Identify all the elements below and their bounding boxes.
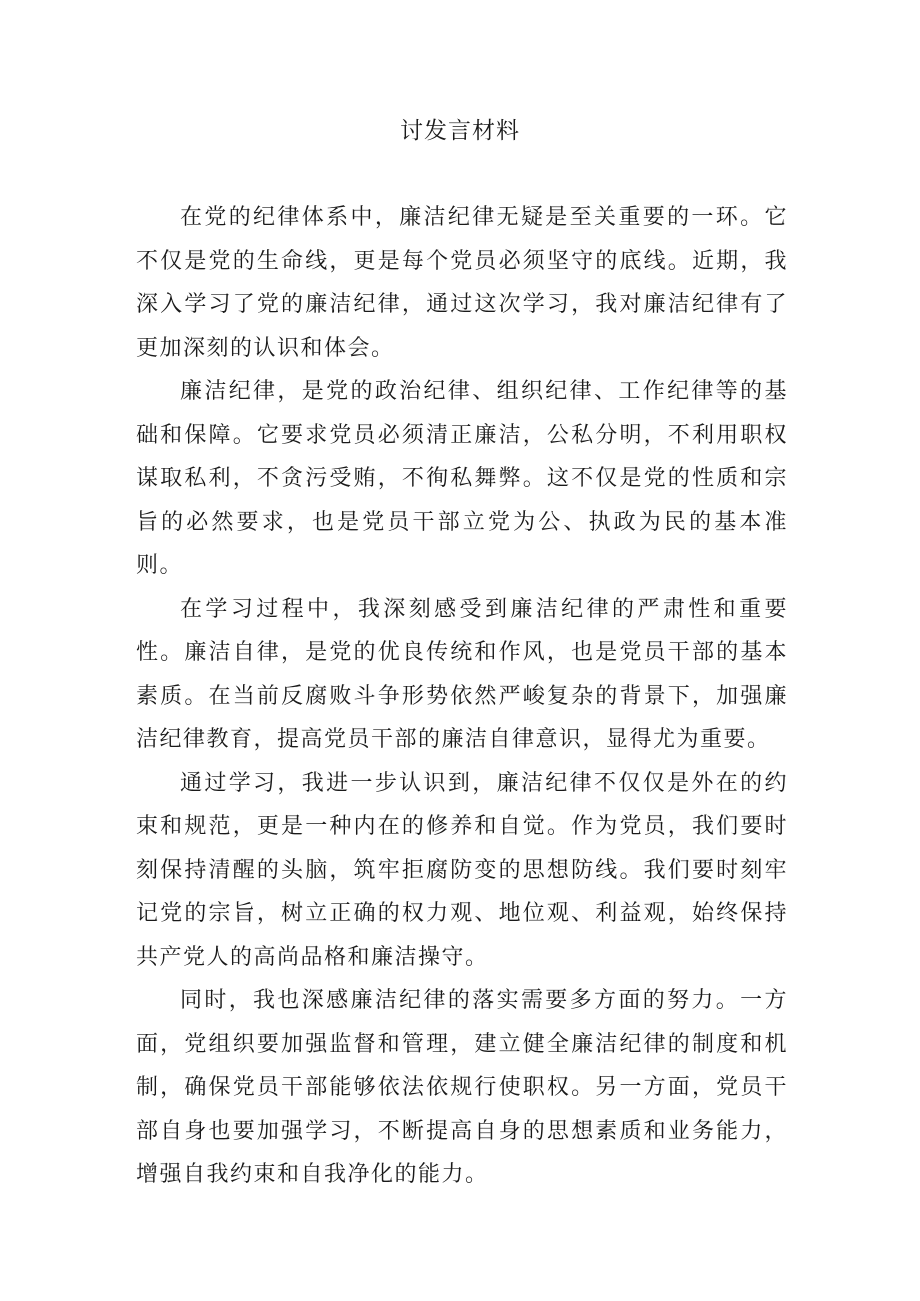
document-body bbox=[136, 196, 788, 1197]
paragraph-2: 廉洁纪律，是党的政治纪律、组织纪律、工作纪律等的基础和保障。它要求党员必须清正廉洁，公私分明，不利用职权谋取私利，不贪污受贿，不徇私舞弊。这不仅是党的性质和宗旨的必然要求，也是党员干部立党为公、执政为民的基本准则。 bbox=[136, 379, 788, 578]
paragraph-3: 在学习过程中，我深刻感受到廉洁纪律的严肃性和重要性。廉洁自律，是党的优良传统和作风，也是党员干部的基本素质。在当前反腐败斗争形势依然严峻复杂的背景下，加强廉洁纪律教育，提高党员干部的廉洁自律意识，显得尤为重要。 bbox=[136, 596, 788, 752]
paragraph-4: 通过学习，我进一步认识到，廉洁纪律不仅仅是外在的约束和规范，更是一种内在的修养和自觉。作为党员，我们要时刻保持清醒的头脑，筑牢拒腐防变的思想防线。我们要时刻牢记党的宗旨，树立正确的权力观、地位观、利益观，始终保持共产党人的高尚品格和廉洁操守。 bbox=[136, 770, 788, 970]
document-title: 讨发言材料 bbox=[400, 118, 520, 144]
paragraph-5: 同时，我也深感廉洁纪律的落实需要多方面的努力。一方面，党组织要加强监督和管理，建立健全廉洁纪律的制度和机制，确保党员干部能够依法依规行使职权。另一方面，党员干部自身也要加强学习，不断提高自身的思想素质和业务能力，增强自我约束和自我净化的能力。 bbox=[136, 988, 788, 1187]
paragraph-1: 在党的纪律体系中，廉洁纪律无疑是至关重要的一环。它不仅是党的生命线，更是每个党员必须坚守的底线。近期，我深入学习了党的廉洁纪律，通过这次学习，我对廉洁纪律有了更加深刻的认识和体会。 bbox=[136, 205, 788, 361]
